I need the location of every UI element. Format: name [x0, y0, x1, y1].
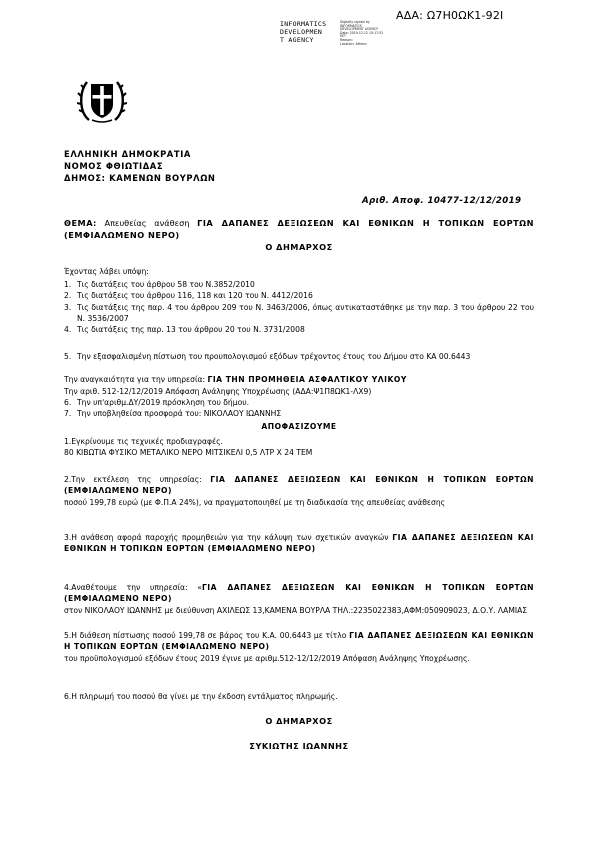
decide-heading: ΑΠΟΦΑΣΙΖΟΥΜΕ [261, 422, 337, 431]
list-text: Την υπ'αριθμ.ΔΥ/2019 πρόσκληση του δήμου. [77, 398, 250, 407]
decision-3 [64, 532, 534, 555]
issuer-line: ΕΛΛΗΝΙΚΗ ΔΗΜΟΚΡΑΤΙΑ [64, 149, 191, 159]
list-number: 5. [64, 352, 72, 361]
list-text: Τις διατάξεις του άρθρου 58 του Ν.3852/2010 [77, 280, 255, 289]
ada-reference: ΑΔΑ: Ω7Η0ΩΚ1-92Ι [396, 9, 504, 22]
stamp-line: INFORMATICS [340, 23, 362, 28]
agency-logo-text [280, 20, 326, 44]
subject [64, 218, 534, 241]
decision-2-plain: 2.Την εκτέλεση της υπηρεσίας: [64, 475, 211, 484]
decision-1 [64, 436, 534, 459]
decision-1-line: 1.Εγκρίνουμε τις τεχνικές προδιαγραφές. [64, 437, 223, 446]
list-number: 2. [64, 291, 72, 301]
issuer-line: ΔΗΜΟΣ: ΚΑΜΕΝΩΝ ΒΟΥΡΛΩΝ [64, 173, 216, 183]
decision-5-bold: ΓΙΑ ΔΑΠΑΝΕΣ ΔΕΞΙΩΣΕΩΝ ΚΑΙ ΕΘΝΙΚΩΝ Η ΤΟΠΙΚΩΝ ΕΟΡΤΩΝ (ΕΜΦΙΑΛΩΜΕΝΟ ΝΕΡΟ) [64, 631, 534, 652]
list-text: Τις διατάξεις της παρ. 13 του άρθρου 20 του Ν. 3731/2008 [77, 325, 305, 335]
decision-3-plain: 3.Η ανάθεση αφορά παροχής προμηθειών για την κάλυψη των σχετικών αναγκών [64, 533, 393, 542]
need-bold: ΓΙΑ ΤΗΝ ΠΡΟΜΗΘΕΙΑ ΑΣΦΑΛΤΙΚΟΥ ΥΛΙΚΟΥ [207, 375, 407, 384]
issuer-line: ΝΟΜΟΣ ΦΘΙΩΤΙΔΑΣ [64, 161, 164, 171]
decision-5 [64, 630, 534, 664]
list-number: 4. [64, 325, 72, 335]
list-item [64, 397, 534, 408]
issuer-block [64, 148, 216, 184]
decision-2 [64, 474, 534, 508]
items67-list [64, 397, 534, 420]
list-item [64, 279, 534, 290]
stamp-line: Date: 2019.12.12 15:17:52 [340, 30, 384, 35]
list-text: Τις διατάξεις της παρ. 4 του άρθρου 209 του Ν. 3463/2006, όπως αντικαταστάθηκε με την παρ. 3 του άρθρου 22 του Ν. 3536/2007 [77, 302, 534, 323]
considering-intro: Έχοντας λάβει υπόψη: [64, 267, 149, 276]
signature-name: ΣΥΚΙΩΤΗΣ ΙΩΑΝΝΗΣ [249, 741, 349, 751]
list-item [64, 324, 534, 335]
subject-plain: Απευθείας ανάθεση [96, 218, 198, 228]
stamp-line: Reason: [340, 37, 353, 42]
stamp-line: Location: Athens [340, 41, 367, 46]
agency-line: T AGENCY [280, 36, 314, 44]
decision-2-bold: ΓΙΑ ΔΑΠΑΝΕΣ ΔΕΞΙΩΣΕΩΝ ΚΑΙ ΕΘΝΙΚΩΝ Η ΤΟΠΙΚΩΝ ΕΟΡΤΩΝ (ΕΜΦΙΑΛΩΜΕΝΟ ΝΕΡΟ) [64, 475, 534, 496]
decision-1-line: 80 ΚΙΒΩΤΙΑ ΦΥΣΙΚΟ ΜΕΤΑΛΙΚΟ ΝΕΡΟ ΜΙΤΣΙΚΕΛΙ 0,5 ΛΤΡ Χ 24 ΤΕΜ [64, 448, 313, 458]
agency-line: DEVELOPMEN [280, 28, 323, 36]
list-text: Τις διατάξεις του άρθρου 116, 118 και 120 του Ν. 4412/2016 [77, 291, 313, 301]
decision-3-bold: ΓΙΑ ΔΑΠΑΝΕΣ ΔΕΞΙΩΣΕΩΝ ΚΑΙ ΕΘΝΙΚΩΝ Η ΤΟΠΙΚΩΝ ΕΟΡΤΩΝ (ΕΜΦΙΑΛΩΜΕΝΟ ΝΕΡΟ) [64, 533, 534, 554]
list-item [64, 351, 534, 362]
list-item [64, 290, 534, 301]
decision-6: 6.Η πληρωμή του ποσού θα γίνει με την έκδοση εντάλματος πληρωμής. [64, 692, 338, 701]
decision-5-rest: του προϋπολογισμού εξόδων έτους 2019 έγινε με αριθμ.512-12/12/2019 Απόφαση Ανάληψης Υποχρέωσης. [64, 653, 470, 663]
list-number: 3. [64, 302, 72, 312]
agency-line: INFORMATICS [280, 20, 327, 28]
stamp-line: EET [340, 34, 346, 39]
decision-4 [64, 582, 534, 616]
decision-5-plain: 5.Η διάθεση πίστωσης ποσού 199,78 σε βάρος του Κ.Α. 00.6443 με τίτλο [64, 631, 350, 640]
list-text: Την υποβληθείσα προσφορά του: ΝΙΚΟΛΑΟΥ ΙΩΑΝΝΗΣ [77, 409, 282, 419]
decision-4-plain: 4.Αναθέτουμε την υπηρεσία: « [64, 583, 202, 592]
mayor-heading: Ο ΔΗΜΑΡΧΟΣ [265, 242, 333, 252]
list-number: 6. [64, 398, 72, 407]
greek-coat-of-arms-icon [77, 78, 127, 124]
stamp-line: DEVELOPMENT AGENCY [340, 27, 378, 32]
stamp-line: Digitally signed by [340, 20, 370, 24]
digital-signature-stamp [340, 21, 383, 46]
decision-number: Αριθ. Αποφ. 10477-12/12/2019 [362, 196, 522, 206]
laws-list [64, 279, 534, 335]
subject-label: ΘΕΜΑ: [64, 218, 97, 228]
list-item [64, 408, 534, 419]
commitment-line: Την αριθ. 512-12/12/2019 Απόφαση Ανάληψης Υποχρέωσης (ΑΔΑ:Ψ1Π8ΩΚ1-ΛΧ9) [64, 387, 372, 396]
item5-list [64, 351, 534, 362]
signature-title: Ο ΔΗΜΑΡΧΟΣ [265, 716, 333, 726]
decision-4-rest: στον ΝΙΚΟΛΑΟΥ ΙΩΑΝΝΗΣ με διεύθυνση ΑΧΙΛΕΩΣ 13,ΚΑΜΕΝΑ ΒΟΥΡΛΑ ΤΗΛ.:2235022383,ΑΦΜ:050909023, Δ.Ο.Υ. ΛΑΜΙΑΣ [64, 605, 528, 615]
decision-2-rest: ποσού 199,78 ευρώ (με Φ.Π.Α 24%), να πραγματοποιηθεί με τη διαδικασία της απευθείας ανάθεσης [64, 497, 446, 507]
list-number: 1. [64, 280, 72, 289]
decision-4-bold: ΓΙΑ ΔΑΠΑΝΕΣ ΔΕΞΙΩΣΕΩΝ ΚΑΙ ΕΘΝΙΚΩΝ Η ΤΟΠΙΚΩΝ ΕΟΡΤΩΝ (ΕΜΦΙΑΛΩΜΕΝΟ ΝΕΡΟ) [64, 583, 535, 604]
list-text: Την εξασφαλισμένη πίστωση του προυπολογισμού εξόδων τρέχοντος έτους του Δήμου στο ΚΑ 00.6443 [77, 352, 471, 361]
need-plain: Την αναγκαιότητα για την υπηρεσία: [64, 375, 208, 384]
list-item [64, 302, 534, 325]
list-number: 7. [64, 409, 72, 419]
need-line [64, 374, 534, 385]
subject-bold: ΓΙΑ ΔΑΠΑΝΕΣ ΔΕΞΙΩΣΕΩΝ ΚΑΙ ΕΘΝΙΚΩΝ Η ΤΟΠΙΚΩΝ ΕΟΡΤΩΝ (ΕΜΦΙΑΛΩΜΕΝΟ ΝΕΡΟ) [64, 218, 534, 240]
